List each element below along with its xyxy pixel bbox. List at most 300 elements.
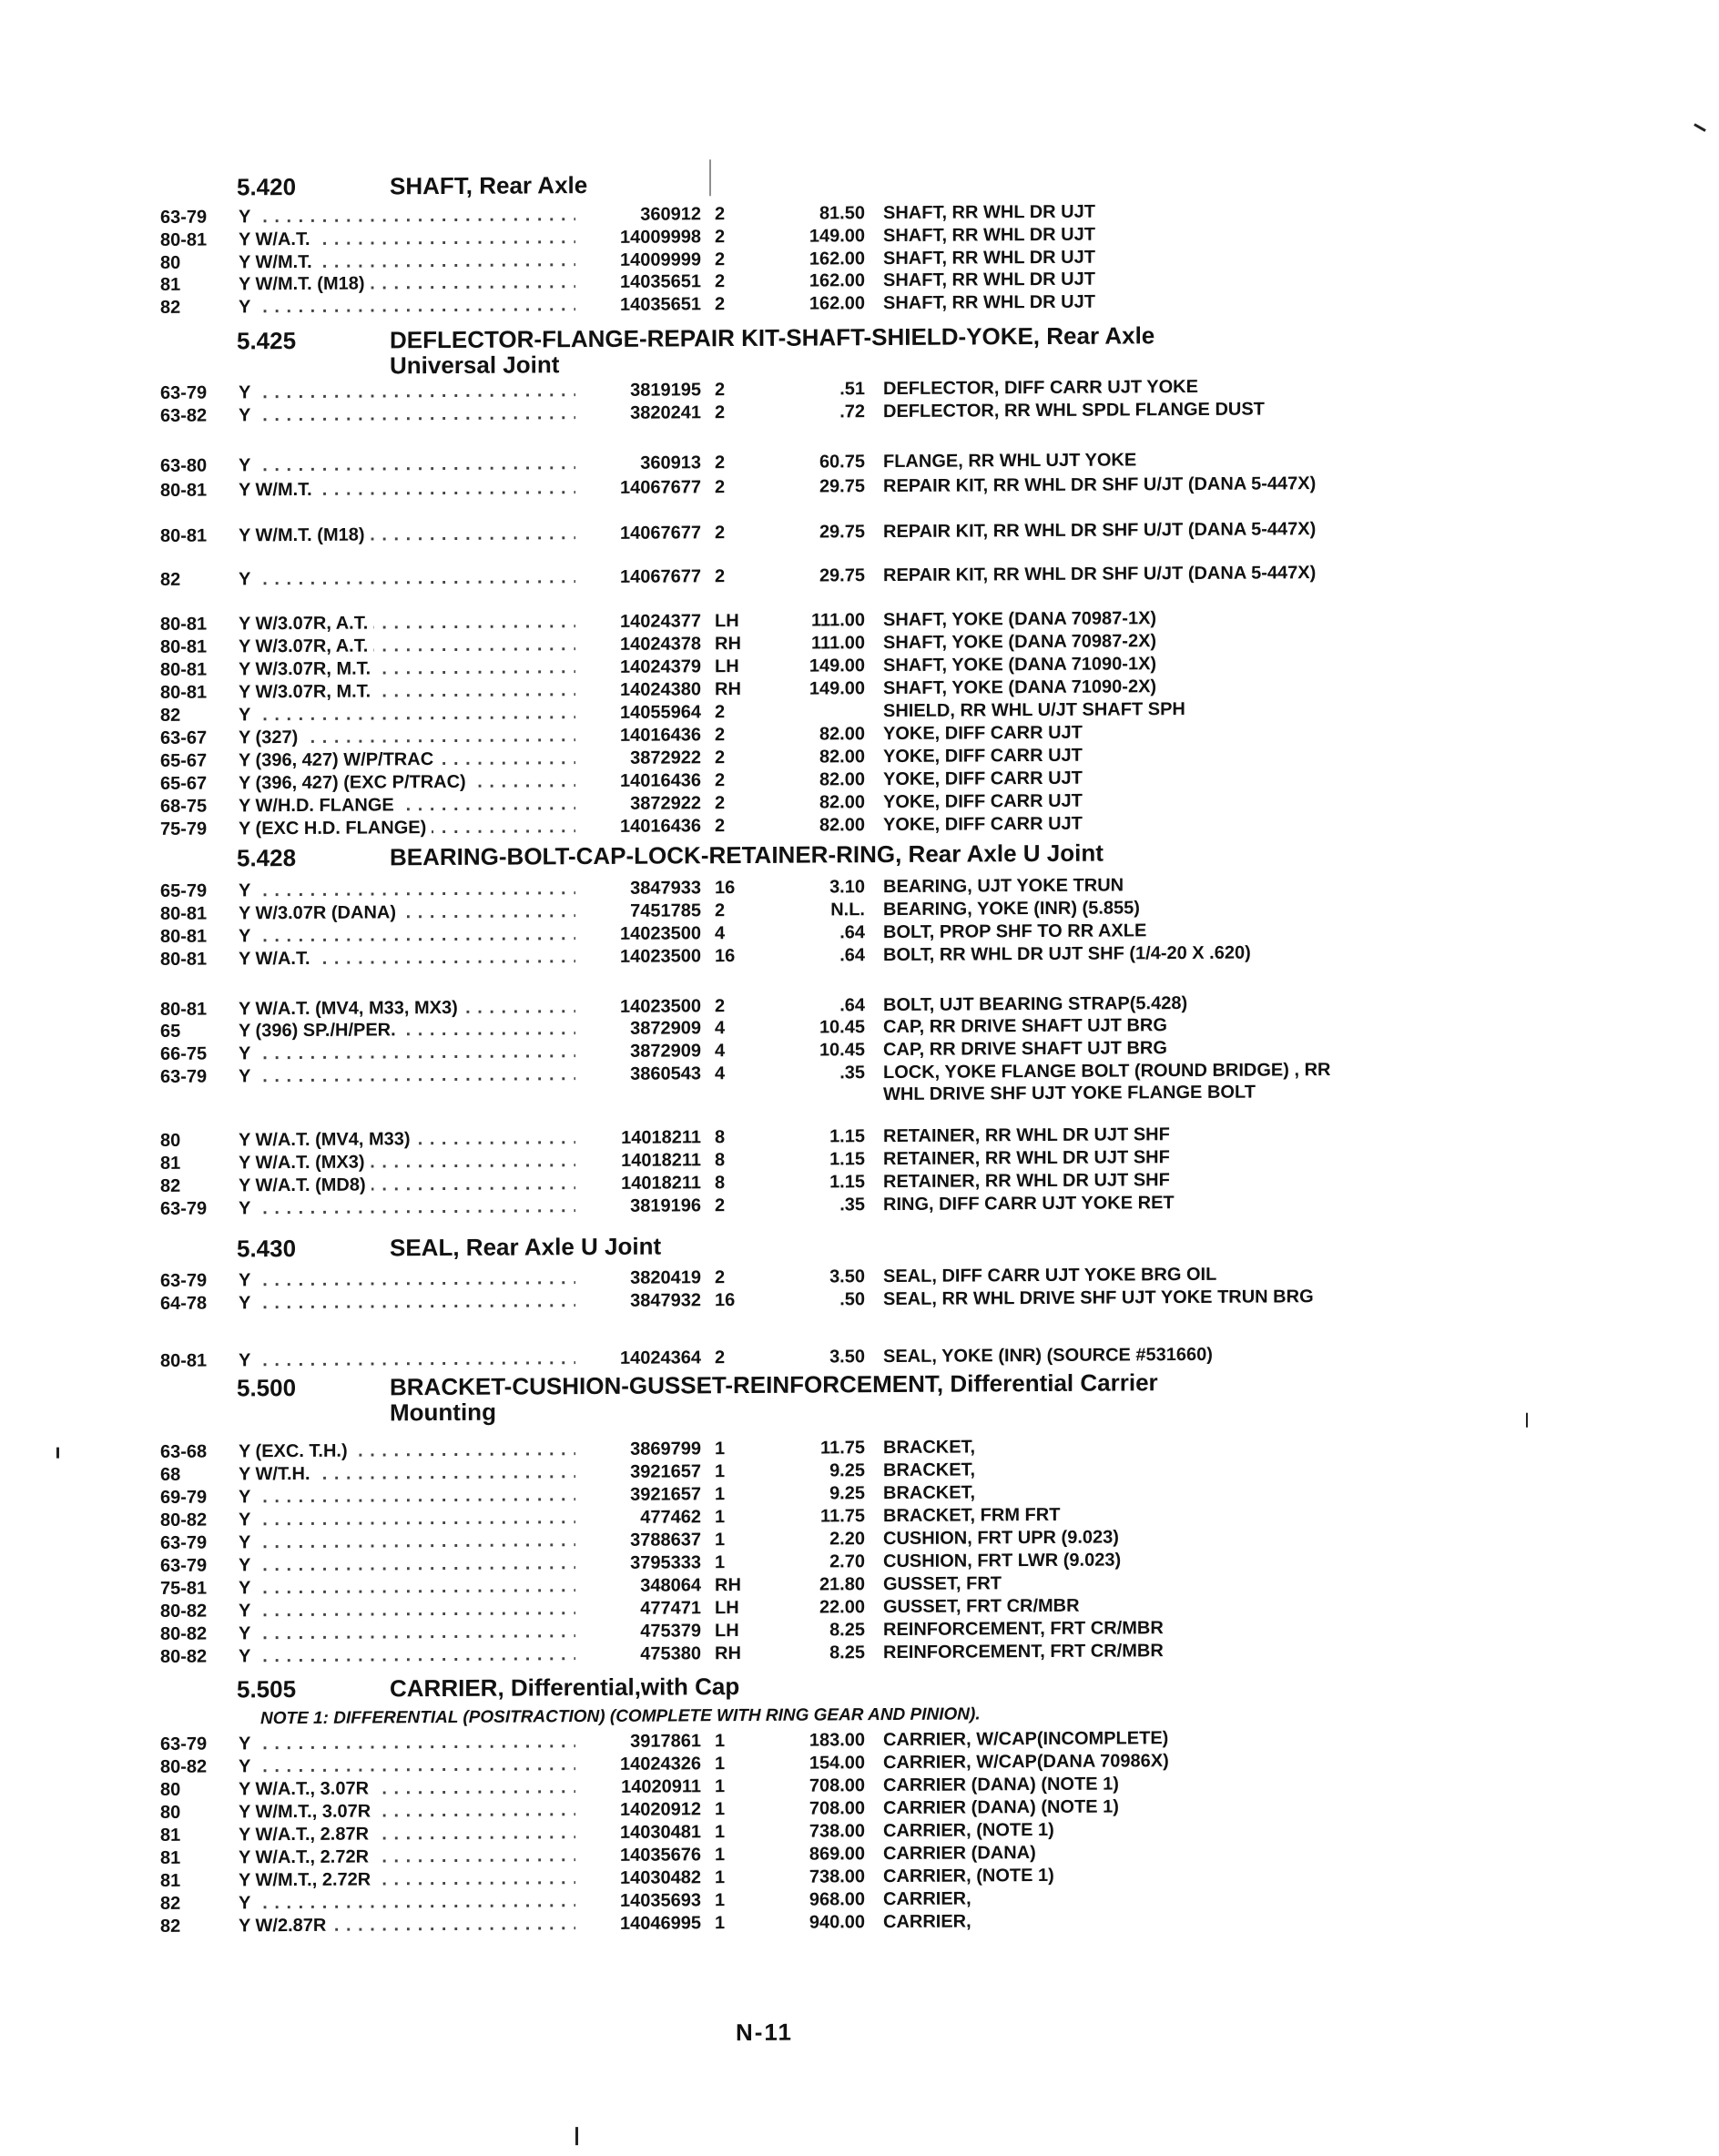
part-number: 14035651 <box>620 294 701 315</box>
part-number: 3819196 <box>630 1195 701 1216</box>
part-number: 14023500 <box>620 923 701 944</box>
part-number: 14024364 <box>620 1348 701 1368</box>
section-title-text: DEFLECTOR-FLANGE-REPAIR KIT-SHAFT-SHIELD-YOKE, Rear Axle <box>390 321 1155 354</box>
application-text: Y W/M.T. (M18) <box>239 525 371 546</box>
description-text: CARRIER, (NOTE 1) <box>883 1817 1338 1842</box>
application-text: Y <box>239 405 256 425</box>
price: 708.00 <box>809 1775 865 1796</box>
quantity: 1 <box>715 1484 726 1505</box>
section-heading <box>0 319 1719 380</box>
application-text: Y <box>239 1043 256 1063</box>
description <box>883 1434 1338 1459</box>
part-number: 14024378 <box>620 634 701 655</box>
description-text: SHAFT, YOKE (DANA 70987-2X) <box>883 629 1338 654</box>
price: .72 <box>839 402 865 422</box>
price: 81.50 <box>819 203 865 224</box>
description-text: RETAINER, RR WHL DR UJT SHF <box>883 1168 1338 1193</box>
description <box>883 1168 1338 1193</box>
quantity: 1 <box>715 1867 726 1888</box>
part-number: 14016436 <box>620 725 701 746</box>
application <box>239 227 575 250</box>
model-years: 80-81 <box>160 525 208 546</box>
application-text: Y <box>239 455 256 475</box>
application <box>239 1439 575 1462</box>
model-years: 80-81 <box>160 480 208 501</box>
application <box>239 1018 575 1042</box>
description <box>883 267 1338 291</box>
model-years: 63-79 <box>160 382 208 403</box>
model-years: 81 <box>160 1825 181 1846</box>
price: 82.00 <box>819 724 865 745</box>
quantity: 2 <box>715 702 726 723</box>
section-title <box>390 840 1104 870</box>
part-number: 14055964 <box>620 702 701 723</box>
price: 149.00 <box>809 656 865 676</box>
description-text: RETAINER, RR WHL DR UJT SHF <box>883 1123 1338 1147</box>
application <box>239 923 575 947</box>
description-text: BRACKET, FRM FRT <box>883 1502 1338 1527</box>
description <box>883 375 1338 400</box>
application-text: Y W/3.07R (DANA) <box>239 902 402 923</box>
part-row <box>0 1340 1719 1374</box>
application <box>239 1461 575 1485</box>
model-years: 68-75 <box>160 796 208 817</box>
application-text: Y W/A.T. (MD8) <box>239 1175 371 1196</box>
description-text: YOKE, DIFF CARR UJT <box>883 720 1338 745</box>
description <box>883 222 1338 247</box>
section-number: 5.428 <box>237 844 297 872</box>
price: .64 <box>839 922 865 943</box>
application-text: Y <box>239 1756 256 1776</box>
description <box>883 1036 1338 1061</box>
price: 29.75 <box>819 565 865 586</box>
price: 940.00 <box>809 1912 865 1933</box>
section-title <box>390 1673 739 1701</box>
application <box>239 1776 575 1800</box>
description <box>883 1795 1338 1819</box>
description <box>883 1191 1338 1215</box>
application <box>239 725 575 748</box>
quantity: 2 <box>715 793 726 814</box>
application <box>239 1150 575 1174</box>
price: 9.25 <box>829 1460 865 1481</box>
quantity: 1 <box>715 1845 726 1866</box>
price: 154.00 <box>809 1753 865 1774</box>
part-number: 3860543 <box>630 1063 701 1084</box>
description-text: GUSSET, FRT <box>883 1571 1338 1595</box>
quantity: RH <box>715 1643 741 1664</box>
quantity: 1 <box>715 1507 726 1528</box>
description-text: CARRIER (DANA) <box>883 1840 1338 1865</box>
part-number: 3869799 <box>630 1439 701 1459</box>
application-text: Y W/M.T. <box>239 252 318 273</box>
description-text: YOKE, DIFF CARR UJT <box>883 788 1338 813</box>
application <box>239 453 575 476</box>
price: 82.00 <box>819 747 865 768</box>
description-text: BOLT, RR WHL DR UJT SHF (1/4-20 X .620) <box>883 941 1338 966</box>
description <box>883 1593 1338 1618</box>
price: 29.75 <box>819 522 865 543</box>
description-text: SHAFT, YOKE (DANA 70987-1X) <box>883 606 1338 631</box>
quantity: 16 <box>715 946 736 967</box>
description-text: YOKE, DIFF CARR UJT <box>883 743 1338 768</box>
application-text: Y W/A.T. <box>239 949 316 970</box>
part-number: 14067677 <box>620 566 701 587</box>
application <box>239 204 575 228</box>
quantity: 2 <box>715 271 726 292</box>
description <box>883 1145 1338 1170</box>
quantity: 1 <box>715 1731 726 1752</box>
description-text: REINFORCEMENT, FRT CR/MBR <box>883 1639 1338 1663</box>
application-text: Y <box>239 1734 256 1754</box>
application <box>239 1507 575 1531</box>
application <box>239 402 575 426</box>
quantity: 4 <box>715 1041 726 1062</box>
application-text: Y <box>239 1893 256 1913</box>
part-number: 14016436 <box>620 816 701 837</box>
description <box>883 873 1338 898</box>
application-text: Y W/M.T. <box>239 480 318 501</box>
application-text: Y W/A.T. <box>239 229 316 250</box>
quantity: 16 <box>715 878 736 899</box>
model-years: 63-68 <box>160 1441 208 1462</box>
description-text: DEFLECTOR, DIFF CARR UJT YOKE <box>883 375 1338 400</box>
application <box>239 878 575 901</box>
description-text: CUSHION, FRT LWR (9.023) <box>883 1548 1338 1572</box>
quantity: 2 <box>715 227 726 248</box>
quantity: 2 <box>715 1267 726 1288</box>
application <box>239 271 575 295</box>
description <box>883 1571 1338 1595</box>
quantity: 2 <box>715 523 726 544</box>
application-text: Y W/M.T., 3.07R <box>239 1801 376 1822</box>
description <box>883 1480 1338 1504</box>
price: 708.00 <box>809 1798 865 1819</box>
section-number: 5.500 <box>237 1374 297 1402</box>
application-text: Y W/3.07R, M.T. <box>239 681 376 702</box>
model-years: 80-81 <box>160 229 208 250</box>
price: .35 <box>839 1063 865 1083</box>
description-text: CAP, RR DRIVE SHAFT UJT BRG <box>883 1013 1338 1038</box>
description <box>883 766 1338 790</box>
description <box>883 788 1338 813</box>
model-years: 80-81 <box>160 949 208 970</box>
application-text: Y W/H.D. FLANGE <box>239 795 400 816</box>
section-title <box>390 1369 1158 1425</box>
part-number: 475379 <box>640 1621 701 1642</box>
quantity: 2 <box>715 204 726 225</box>
description-text: YOKE, DIFF CARR UJT <box>883 811 1338 836</box>
model-years: 80-81 <box>160 636 208 657</box>
page-number: N-11 <box>736 2018 793 2047</box>
application <box>239 1348 575 1371</box>
description-text: BOLT, PROP SHF TO RR AXLE <box>883 919 1338 943</box>
description-text: SEAL, RR WHL DRIVE SHF UJT YOKE TRUN BRG <box>883 1286 1338 1310</box>
model-years: 69-79 <box>160 1487 208 1508</box>
model-years: 63-67 <box>160 727 208 748</box>
part-number: 3788637 <box>630 1530 701 1551</box>
part-number: 3921657 <box>630 1461 701 1482</box>
part-number: 14009998 <box>620 227 701 248</box>
description-text: CARRIER, W/CAP(DANA 70986X) <box>883 1749 1338 1774</box>
application <box>239 702 575 726</box>
application <box>239 996 575 1020</box>
part-number: 3819195 <box>630 380 701 401</box>
price: 111.00 <box>811 610 865 631</box>
description <box>883 1286 1338 1310</box>
description-text: CAP, RR DRIVE SHAFT UJT BRG <box>883 1036 1338 1061</box>
quantity: 4 <box>715 923 726 944</box>
model-years: 63-79 <box>160 1532 208 1553</box>
scan-mark <box>575 2127 578 2145</box>
description <box>883 941 1338 966</box>
model-years: 63-80 <box>160 455 208 476</box>
application <box>239 1867 575 1891</box>
application-text: Y (396, 427) (EXC P/TRAC) <box>239 772 472 794</box>
description <box>883 743 1338 768</box>
application-text: Y <box>239 1555 256 1575</box>
description <box>883 1343 1338 1368</box>
price <box>756 700 865 701</box>
model-years: 63-79 <box>160 1270 208 1291</box>
part-number: 3921657 <box>630 1484 701 1505</box>
part-number: 14067677 <box>620 477 701 498</box>
description <box>883 629 1338 654</box>
model-years: 68 <box>160 1464 181 1485</box>
description <box>883 245 1338 270</box>
application <box>239 946 575 970</box>
description <box>883 562 1338 586</box>
description <box>883 1616 1338 1641</box>
application-text: Y <box>239 1066 256 1086</box>
scan-mark <box>1526 1413 1528 1428</box>
quantity: LH <box>715 656 739 677</box>
quantity: 1 <box>715 1439 726 1459</box>
section-number: 5.425 <box>237 327 297 355</box>
description-text: SEAL, YOKE (INR) (SOURCE #531660) <box>883 1343 1338 1368</box>
price: 8.25 <box>829 1620 865 1641</box>
quantity: 2 <box>715 725 726 746</box>
quantity: 2 <box>715 566 726 587</box>
model-years: 80-82 <box>160 1646 208 1667</box>
description <box>883 1059 1338 1105</box>
description <box>883 1886 1338 1910</box>
quantity: LH <box>715 1598 739 1619</box>
description-text: CARRIER, <box>883 1908 1338 1933</box>
part-number: 360912 <box>640 204 701 225</box>
part-number: 3872909 <box>630 1041 701 1062</box>
application <box>239 747 575 771</box>
description <box>883 811 1338 836</box>
price: .51 <box>839 379 865 400</box>
model-years: 81 <box>160 1847 181 1868</box>
application-text: Y <box>239 1623 256 1643</box>
part-row <box>0 559 1719 593</box>
application-text: Y <box>239 1510 256 1530</box>
price: 149.00 <box>809 226 865 247</box>
description-text: CUSHION, FRT UPR (9.023) <box>883 1525 1338 1550</box>
application-text: Y (327) <box>239 727 303 747</box>
price: 149.00 <box>809 678 865 699</box>
section-title-text: SHAFT, Rear Axle <box>390 171 588 200</box>
application <box>239 1731 575 1754</box>
application <box>239 679 575 703</box>
price: .35 <box>839 1195 865 1215</box>
application <box>239 1195 575 1219</box>
price: 738.00 <box>809 1821 865 1842</box>
quantity: 2 <box>715 816 726 837</box>
description-text: SHAFT, RR WHL DR UJT <box>883 290 1338 314</box>
model-years: 80-82 <box>160 1601 208 1622</box>
description-text: SHAFT, YOKE (DANA 71090-1X) <box>883 652 1338 676</box>
section-subtitle: Mounting <box>390 1398 496 1427</box>
description-text: CARRIER (DANA) (NOTE 1) <box>883 1772 1338 1796</box>
model-years: 80-81 <box>160 926 208 947</box>
part-number: 14023500 <box>620 996 701 1017</box>
price: 82.00 <box>819 815 865 836</box>
application <box>239 1173 575 1196</box>
price: .64 <box>839 995 865 1016</box>
quantity: 4 <box>715 1063 726 1084</box>
price: 11.75 <box>820 1506 865 1527</box>
description <box>883 1772 1338 1796</box>
description-text: REINFORCEMENT, FRT CR/MBR <box>883 1616 1338 1641</box>
part-number: 14018211 <box>621 1127 701 1148</box>
model-years: 80 <box>160 252 181 273</box>
description-text: RETAINER, RR WHL DR UJT SHF <box>883 1145 1338 1170</box>
description-text: SEAL, DIFF CARR UJT YOKE BRG OIL <box>883 1263 1338 1287</box>
price: 162.00 <box>809 293 865 314</box>
application <box>239 1290 575 1314</box>
description-text: LOCK, YOKE FLANGE BOLT (ROUND BRIDGE) , RR WHL DRIVE SHF UJT YOKE FLANGE BOLT <box>883 1059 1338 1105</box>
model-years: 80 <box>160 1779 181 1800</box>
model-years: 65-67 <box>160 750 208 771</box>
description <box>883 1263 1338 1287</box>
description-text: CARRIER, (NOTE 1) <box>883 1863 1338 1887</box>
application-text: Y <box>239 1601 256 1621</box>
part-number: 14024379 <box>620 656 701 677</box>
description <box>883 1840 1338 1865</box>
application-text: Y <box>239 926 256 946</box>
quantity: 1 <box>715 1890 726 1911</box>
model-years: 80-82 <box>160 1623 208 1644</box>
part-number: 3820241 <box>630 402 701 423</box>
part-number: 14023500 <box>620 946 701 967</box>
description <box>883 1726 1338 1751</box>
application-text: Y <box>239 1198 256 1218</box>
description-text: CARRIER, <box>883 1886 1338 1910</box>
application-text: Y W/A.T., 2.87R <box>239 1824 374 1845</box>
application-text: Y W/M.T. (M18) <box>239 274 371 295</box>
quantity: 1 <box>715 1799 726 1820</box>
application <box>239 1063 575 1087</box>
price: .50 <box>839 1289 865 1310</box>
price: 21.80 <box>819 1574 865 1595</box>
section-subtitle: Universal Joint <box>390 351 560 380</box>
description <box>883 199 1338 224</box>
application-text: Y <box>239 297 256 317</box>
price: N.L. <box>830 900 865 920</box>
description-text: SHAFT, RR WHL DR UJT <box>883 222 1338 247</box>
description <box>883 697 1338 722</box>
description <box>883 1908 1338 1933</box>
description <box>883 1457 1338 1481</box>
price: 82.00 <box>819 769 865 790</box>
description <box>883 448 1338 473</box>
application-text: Y W/M.T., 2.72R <box>239 1869 376 1890</box>
model-years: 80-81 <box>160 682 208 703</box>
application <box>239 816 575 839</box>
model-years: 82 <box>160 297 181 318</box>
model-years: 80-81 <box>160 999 208 1020</box>
price: 10.45 <box>819 1040 865 1061</box>
section-heading <box>0 165 1719 201</box>
part-number: 3820419 <box>630 1267 701 1288</box>
application-text: Y (396, 427) W/P/TRAC <box>239 749 439 770</box>
quantity: 1 <box>715 1552 726 1573</box>
section-title <box>390 172 587 198</box>
quantity: 2 <box>715 453 726 473</box>
quantity: 1 <box>715 1913 726 1934</box>
application <box>239 1575 575 1599</box>
price: 22.00 <box>819 1597 865 1618</box>
part-number: 14020911 <box>621 1776 701 1797</box>
part-number: 3847932 <box>630 1290 701 1311</box>
model-years: 80-81 <box>160 1350 208 1371</box>
price: 3.50 <box>829 1266 865 1287</box>
application <box>239 1041 575 1064</box>
description-text: RING, DIFF CARR UJT YOKE RET <box>883 1191 1338 1215</box>
description-text: SHIELD, RR WHL U/JT SHAFT SPH <box>883 697 1338 722</box>
model-years: 80 <box>160 1130 181 1151</box>
model-years: 63-79 <box>160 1734 208 1754</box>
model-years: 63-79 <box>160 1198 208 1219</box>
quantity: 1 <box>715 1461 726 1482</box>
quantity: 2 <box>715 294 726 315</box>
part-row <box>0 515 1719 549</box>
section-note: NOTE 1: DIFFERENTIAL (POSITRACTION) (COMPLETE WITH RING GEAR AND PINION). <box>260 1704 981 1729</box>
quantity: 2 <box>715 1348 726 1368</box>
model-years: 82 <box>160 569 181 590</box>
application-text: Y <box>239 207 256 227</box>
application-text: Y (EXC. T.H.) <box>239 1441 353 1462</box>
model-years: 63-79 <box>160 1555 208 1576</box>
price: 1.15 <box>829 1149 865 1170</box>
application-text: Y <box>239 382 256 402</box>
part-number: 3795333 <box>630 1552 701 1573</box>
application-text: Y W/2.87R <box>239 1916 331 1937</box>
application <box>239 1913 575 1937</box>
quantity: 8 <box>715 1127 726 1148</box>
description-text: BRACKET, <box>883 1434 1338 1459</box>
model-years: 81 <box>160 274 181 295</box>
price: 60.75 <box>819 452 865 473</box>
application <box>239 656 575 680</box>
description-text: BOLT, UJT BEARING STRAP(5.428) <box>883 992 1338 1016</box>
price: 111.00 <box>811 633 865 654</box>
description <box>883 398 1338 422</box>
price: .64 <box>839 945 865 966</box>
application-text: Y W/3.07R, A.T. <box>239 613 373 634</box>
application-text: Y <box>239 1270 256 1290</box>
application <box>239 1484 575 1508</box>
model-years: 80-82 <box>160 1510 208 1531</box>
application-text: Y W/A.T., 2.72R <box>239 1846 374 1867</box>
part-number: 14009999 <box>620 249 701 270</box>
description <box>883 473 1338 497</box>
model-years: 82 <box>160 1916 181 1937</box>
description-text: DEFLECTOR, RR WHL SPDL FLANGE DUST <box>883 398 1338 422</box>
